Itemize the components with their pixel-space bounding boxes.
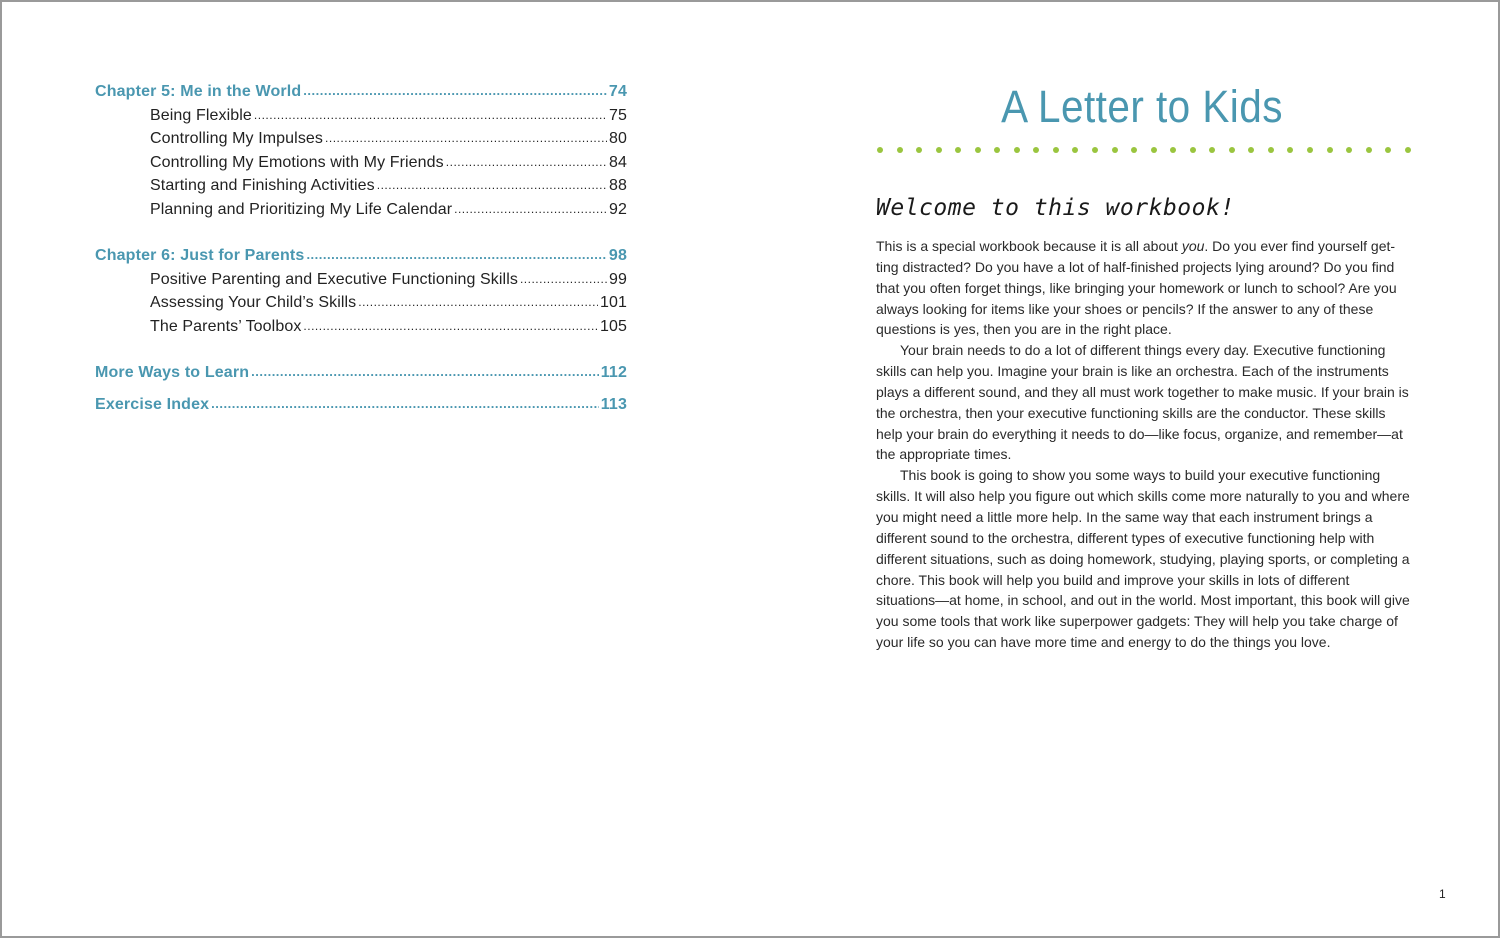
divider-dot [1287,147,1293,153]
divider-dot [1229,147,1235,153]
divider-dot [1385,147,1391,153]
toc-exercise-index[interactable] [95,393,627,417]
toc-page-number: 99 [609,270,627,288]
divider-dot [1033,147,1039,153]
toc-page-number: 98 [608,247,627,264]
paragraph-1-end: . Do you ever find yourself get-ting distracted? Do you have a lot of half-finished projects lying around? Do you find that you often forget things, like bringing your homework or lunch to school? Are you always looking for items like your shoes or pencils? If the answer to any of these questions is yes, then you are in the right place. [876,238,1397,338]
toc-section[interactable] [95,268,627,292]
toc-leader-dots [254,104,607,128]
toc-leader-dots [454,198,607,222]
toc-page-number: 113 [600,395,627,413]
toc-section-title: Assessing Your Child’s Skills [150,294,357,311]
page-title: A Letter to Kids [1001,81,1283,132]
toc-section-title: Starting and Finishing Activities [150,177,375,194]
divider-dot [1248,147,1254,153]
divider-dot [975,147,981,153]
divider-dot [1151,147,1157,153]
toc-leader-dots [251,361,599,384]
dotted-divider [877,146,1411,154]
toc-section[interactable] [95,127,627,151]
toc-spacer [95,338,627,361]
toc-chapter-title: Chapter 6: Just for Parents [95,247,305,264]
divider-dot [936,147,942,153]
toc-page-number: 74 [608,83,627,100]
toc-section[interactable] [95,291,627,315]
toc-leader-dots [358,291,598,315]
divider-dot [1209,147,1215,153]
toc-leader-dots [377,174,607,198]
divider-dot [1053,147,1059,153]
divider-dot [916,147,922,153]
toc-page-number: 84 [609,153,627,171]
toc-section[interactable] [95,198,627,222]
paragraph-1 [876,236,1412,340]
toc-page-number: 105 [600,317,627,335]
toc-chapter-5[interactable] [95,80,627,104]
toc-section[interactable] [95,151,627,175]
toc-section[interactable] [95,174,627,198]
divider-dot [1405,147,1411,153]
toc-spacer [95,221,627,244]
letter-body [876,236,1412,653]
toc-page-number: 80 [609,130,627,147]
toc-page-number: 101 [600,294,627,311]
divider-dot [877,147,883,153]
divider-dot [1170,147,1176,153]
toc-page-number: 112 [600,364,627,381]
toc-leader-dots [303,315,598,339]
toc-leader-dots [211,393,599,416]
toc-leader-dots [446,151,607,175]
divider-dot [1366,147,1372,153]
toc-section-title: Being Flexible [150,106,252,124]
divider-dot [897,147,903,153]
welcome-subheading: Welcome to this workbook! [876,195,1235,221]
divider-dot [1131,147,1137,153]
divider-dot [994,147,1000,153]
toc-more-ways-to-learn[interactable] [95,361,627,385]
divider-dot [1190,147,1196,153]
toc-section-title: Positive Parenting and Executive Functioning Skills [150,270,518,288]
divider-dot [1072,147,1078,153]
toc-leader-dots [306,244,606,267]
toc-page-number: 92 [609,200,627,218]
divider-dot [1307,147,1313,153]
divider-dot [1092,147,1098,153]
table-of-contents [95,80,627,416]
paragraph-2: Your brain needs to do a lot of different things every day. Executive functioning skills can help you. Imagine your brain is like an orchestra. Each of the instruments plays a different sound, and they all must work together to make music. If your brain is the orchestra, then your executive functioning skills are the conductor. These skills help your brain do everything it needs to do—like focus, organize, and remember—at the appropriate times. [876,342,1409,463]
toc-section-title: Controlling My Impulses [150,130,324,147]
toc-section[interactable] [95,104,627,128]
toc-section[interactable] [95,315,627,339]
divider-dot [1112,147,1118,153]
emphasis-you: you [1181,238,1205,254]
toc-leader-dots [325,127,607,151]
toc-section-title: Planning and Prioritizing My Life Calendar [150,200,453,218]
toc-spacer [95,385,627,393]
toc-page-number: 88 [609,177,627,194]
page-number: 1 [1439,887,1446,901]
divider-dot [955,147,961,153]
toc-page-number: 75 [609,106,627,124]
toc-leader-dots [303,80,607,103]
toc-leader-dots [520,268,607,292]
divider-dot [1327,147,1333,153]
toc-chapter-title: Exercise Index [95,395,210,413]
toc-chapter-6[interactable] [95,244,627,268]
paragraph-3: This book is going to show you some ways to build your executive functioning skills. It will also help you figure out which skills come more naturally to you and where you might need a little more help. In the same way that each instrument brings a different sound to the orchestra, different types of executive functioning help with different situations, such as doing homework, studying, playing sports, or completing a chore. This book will help you build and improve your skills in lots of different situations—at home, in school, and out in the world. Most important, this book will give you some tools that work like superpower gadgets: They will help you take charge of your life so you can have more time and energy to do the things you love. [876,467,1410,651]
toc-chapter-title: More Ways to Learn [95,364,250,381]
toc-section-title: Controlling My Emotions with My Friends [150,153,444,171]
toc-section-title: The Parents’ Toolbox [150,317,302,335]
divider-dot [1014,147,1020,153]
paragraph-1-start: This is a special workbook because it is all about [876,238,1182,254]
divider-dot [1346,147,1352,153]
divider-dot [1268,147,1274,153]
toc-chapter-title: Chapter 5: Me in the World [95,83,302,100]
